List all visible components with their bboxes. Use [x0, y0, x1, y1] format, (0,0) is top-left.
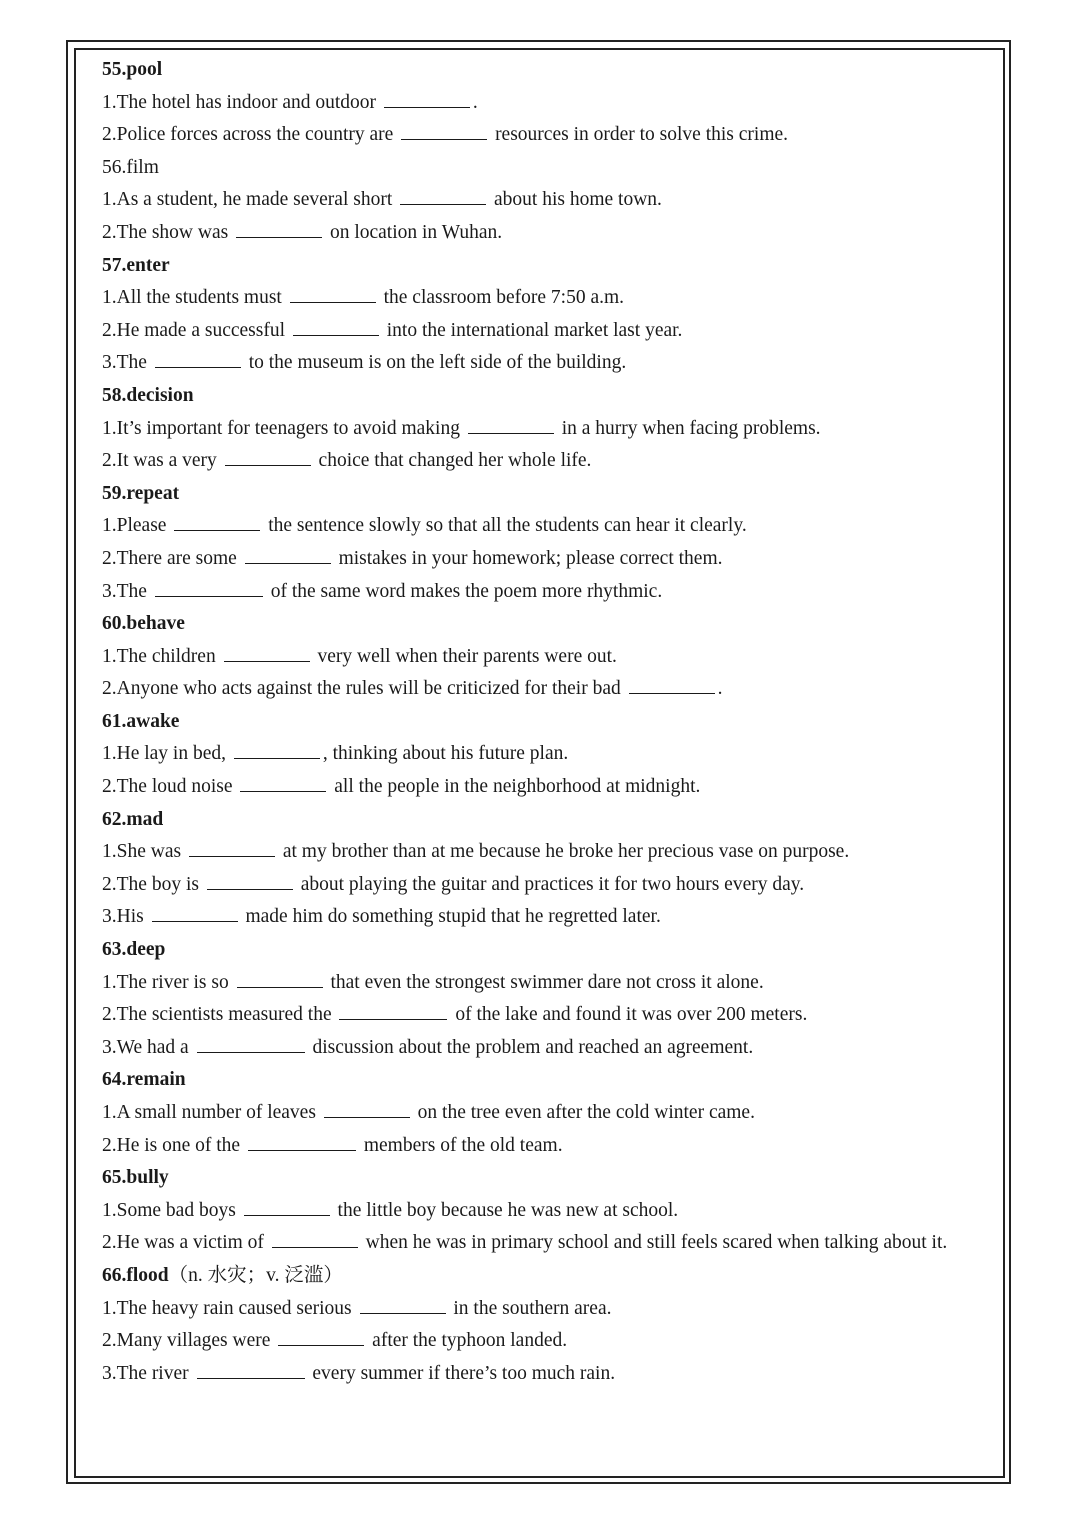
answer-blank[interactable]: [174, 529, 260, 531]
exercise-item: 1.Please the sentence slowly so that all the students can hear it clearly.: [102, 515, 747, 537]
answer-blank[interactable]: [401, 138, 487, 140]
answer-blank[interactable]: [278, 1344, 364, 1346]
answer-blank[interactable]: [197, 1051, 305, 1053]
exercise-item: 1.A small number of leaves on the tree even after the cold winter came.: [102, 1102, 755, 1123]
exercise-item: 3.His made him do something stupid that he regretted later.: [102, 906, 661, 928]
answer-blank[interactable]: [155, 595, 263, 597]
exercise-item: 1.He lay in bed, , thinking about his future plan.: [102, 743, 569, 765]
exercise-item: 1.All the students must the classroom before 7:50 a.m.: [102, 287, 625, 309]
exercise-item: 2.The show was on location in Wuhan.: [102, 221, 503, 243]
answer-blank[interactable]: [236, 236, 322, 238]
definition-note: （n. 水灾；v. 泛滥）: [168, 1264, 343, 1286]
answer-blank[interactable]: [400, 203, 486, 205]
exercise-item: 3.The to the museum is on the left side of the building.: [102, 352, 627, 374]
answer-blank[interactable]: [290, 301, 376, 303]
exercise-item: 1.Some bad boys the little boy because he was new at school.: [102, 1199, 679, 1221]
answer-blank[interactable]: [324, 1116, 410, 1118]
section-heading: 63.deep: [102, 939, 166, 961]
exercise-item: 3.We had a discussion about the problem and reached an agreement.: [102, 1036, 754, 1058]
exercise-item: 2.Many villages were after the typhoon landed.: [102, 1330, 568, 1352]
section-heading: 58.decision: [102, 384, 194, 406]
exercise-sheet: [102, 54, 982, 1390]
exercise-item: 1.The children very well when their parents were out.: [102, 645, 617, 667]
section-heading: 56.film: [102, 156, 159, 178]
exercise-item: 1.As a student, he made several short about his home town.: [102, 189, 662, 211]
answer-blank[interactable]: [360, 1312, 446, 1314]
exercise-item: 2.He is one of the members of the old team.: [102, 1134, 563, 1156]
exercise-item: 2.Anyone who acts against the rules will be criticized for their bad .: [102, 678, 723, 700]
exercise-item: 3.The of the same word makes the poem more rhythmic.: [102, 580, 663, 602]
exercise-item: 1.The heavy rain caused serious in the southern area.: [102, 1297, 612, 1319]
answer-blank[interactable]: [224, 660, 310, 662]
answer-blank[interactable]: [244, 1214, 330, 1216]
section-heading: 62.mad: [102, 808, 164, 830]
section-heading: 59.repeat: [102, 482, 180, 504]
exercise-item: 2.Police forces across the country are resources in order to solve this crime.: [102, 124, 789, 146]
section-heading: 57.enter: [102, 254, 170, 276]
answer-blank[interactable]: [272, 1246, 358, 1248]
exercise-item: 1.The hotel has indoor and outdoor .: [102, 91, 478, 113]
exercise-item: 2.He made a successful into the international market last year.: [102, 319, 683, 341]
answer-blank[interactable]: [293, 334, 379, 336]
answer-blank[interactable]: [237, 986, 323, 988]
answer-blank[interactable]: [245, 562, 331, 564]
exercise-item: 2.The boy is about playing the guitar and practices it for two hours every day.: [102, 873, 805, 895]
answer-blank[interactable]: [629, 692, 715, 694]
exercise-item: 2.He was a victim of when he was in primary school and still feels scared when talking about it.: [102, 1232, 948, 1254]
exercise-item: 2.The scientists measured the of the lake and found it was over 200 meters.: [102, 1004, 808, 1026]
answer-blank[interactable]: [248, 1149, 356, 1151]
answer-blank[interactable]: [189, 855, 275, 857]
section-heading: 60.behave: [102, 613, 185, 635]
section-heading: 65.bully: [102, 1167, 169, 1189]
answer-blank[interactable]: [384, 106, 470, 108]
answer-blank[interactable]: [225, 464, 311, 466]
answer-blank[interactable]: [240, 790, 326, 792]
exercise-item: 2.The loud noise all the people in the neighborhood at midnight.: [102, 776, 701, 798]
section-heading: 64.remain: [102, 1069, 186, 1091]
answer-blank[interactable]: [207, 888, 293, 890]
exercise-item: 1.It’s important for teenagers to avoid making in a hurry when facing problems.: [102, 417, 821, 439]
answer-blank[interactable]: [339, 1018, 447, 1020]
answer-blank[interactable]: [197, 1377, 305, 1379]
answer-blank[interactable]: [234, 757, 320, 759]
answer-blank[interactable]: [468, 432, 554, 434]
exercise-item: 2.It was a very choice that changed her whole life.: [102, 450, 592, 472]
section-heading: 61.awake: [102, 710, 180, 732]
exercise-item: 2.There are some mistakes in your homework; please correct them.: [102, 547, 723, 569]
section-heading: 55.pool: [102, 59, 163, 80]
exercise-item: 1.The river is so that even the strongest swimmer dare not cross it alone.: [102, 971, 764, 993]
answer-blank[interactable]: [155, 366, 241, 368]
exercise-item: 1.She was at my brother than at me because he broke her precious vase on purpose.: [102, 841, 850, 863]
answer-blank[interactable]: [152, 920, 238, 922]
exercise-item: 3.The river every summer if there’s too much rain.: [102, 1362, 616, 1384]
section-heading: 66.flood（n. 水灾；v. 泛滥）: [102, 1264, 343, 1286]
